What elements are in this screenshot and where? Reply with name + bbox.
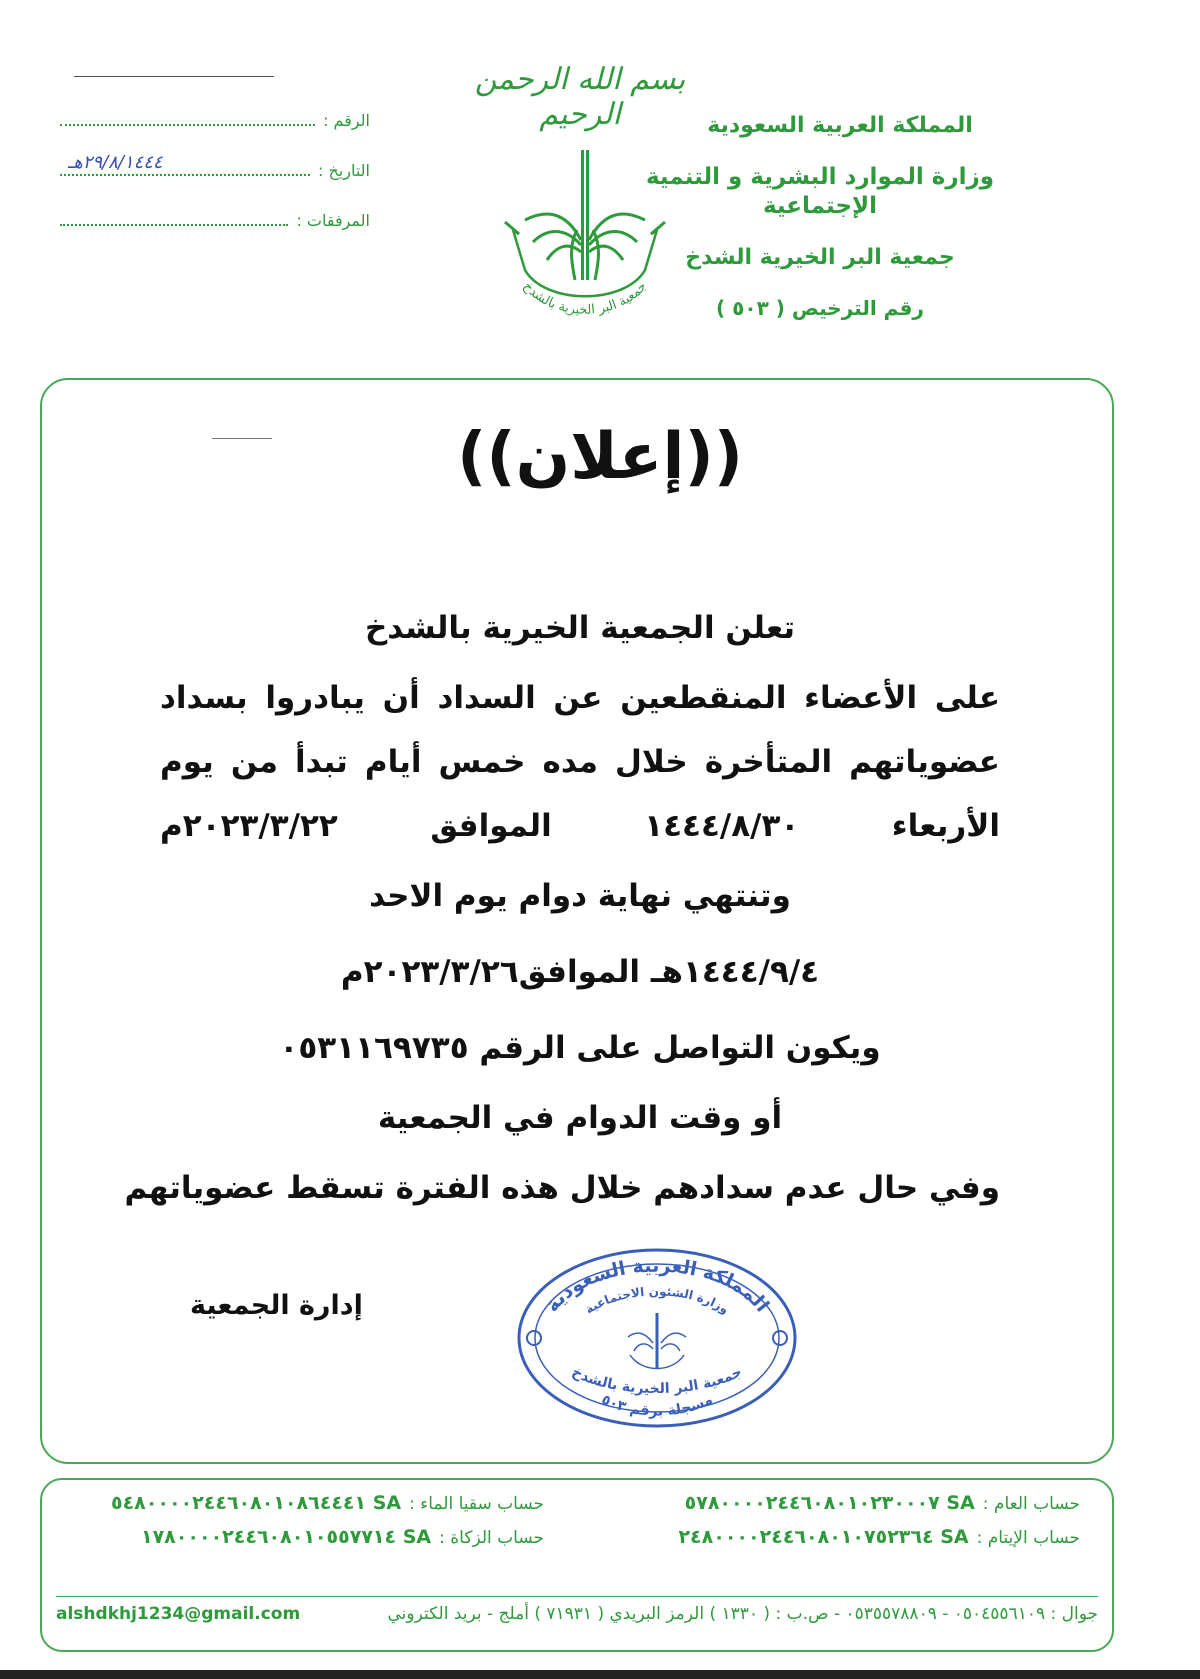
- meta-attachments-field: [60, 208, 288, 226]
- account-label: حساب الإيتام :: [976, 1528, 1080, 1548]
- meta-number-row: [60, 108, 370, 140]
- meta-date-row: [60, 152, 370, 190]
- meta-attachments-row: [60, 208, 370, 240]
- account-label: حساب سقيا الماء :: [409, 1494, 544, 1514]
- footer-divider: [56, 1596, 1098, 1597]
- announcement-line: تعلن الجمعية الخيرية بالشدخ: [364, 610, 796, 646]
- announcement-line: أو وقت الدوام في الجمعية: [377, 1100, 783, 1136]
- meta-attachments-label: المرفقات :: [296, 211, 370, 230]
- announcement-line: ١٤٤٤/٩/٤هـ الموافق٢٠٢٣/٣/٢٦م: [340, 954, 820, 990]
- official-stamp: [512, 1243, 802, 1433]
- stamp-line-1: المملكة العربية السعودية: [540, 1254, 774, 1317]
- contact-info: [56, 1604, 1098, 1624]
- contact-email[interactable]: alshdkhj1234@gmail.com: [56, 1604, 301, 1624]
- document-meta: [60, 108, 370, 258]
- announcement-body: [124, 590, 1000, 1226]
- logo-text: جمعية البر الخيرية بالشدخ: [520, 279, 650, 318]
- announcement-line: ويكون التواصل على الرقم ٠٥٣١١٦٩٧٣٥: [279, 1030, 881, 1066]
- account-zakat: [141, 1526, 544, 1548]
- account-water: [111, 1492, 544, 1514]
- signature-text: إدارة الجمعية: [190, 1290, 363, 1321]
- account-general: [685, 1492, 1080, 1514]
- announcement-line: على الأعضاء المنقطعين عن السداد أن يبادروا بسداد: [160, 680, 1000, 716]
- stamp-line-2: وزارة الشئون الاجتماعية: [582, 1284, 732, 1317]
- account-number: SA ٢٤٨٠٠٠٠٢٤٤٦٠٨٠١٠٧٥٢٣٦٤: [678, 1526, 969, 1548]
- organization-header: [600, 112, 1040, 343]
- meta-date-value: ٢٩/٨/١٤٤٤هـ: [68, 152, 163, 173]
- announcement-line: عضوياتهم المتأخرة خلال مده خمس أيام تبدأ من يوم: [160, 744, 1000, 780]
- meta-number-label: الرقم :: [323, 111, 370, 130]
- stamp-line-4: مسجلة برقم ٥٠٣: [598, 1391, 716, 1420]
- org-line-license: رقم الترخيص ( ٥٠٣ ): [716, 295, 924, 320]
- scan-edge: [0, 1670, 1200, 1679]
- scan-mark: [74, 76, 274, 77]
- account-number: SA ٥٤٨٠٠٠٠٢٤٤٦٠٨٠١٠٨٦٤٤٤١: [110, 1492, 402, 1514]
- meta-date-label: التاريخ :: [317, 161, 370, 180]
- meta-number-field: [60, 108, 315, 126]
- announcement-line: الأربعاء ١٤٤٤/٨/٣٠ الموافق ٢٠٢٣/٣/٢٢م: [160, 808, 1000, 844]
- account-label: حساب العام :: [982, 1494, 1080, 1514]
- account-label: حساب الزكاة :: [439, 1528, 544, 1548]
- org-line-ministry: وزارة الموارد البشرية و التنمية الإجتماعية: [645, 163, 995, 220]
- announcement-line: وتنتهي نهاية دوام يوم الاحد: [369, 878, 791, 914]
- stamp-line-3: جمعية البر الخيرية بالشدخ: [569, 1363, 745, 1398]
- contact-details: جوال : ٠٥٠٤٥٥٦١٠٩ - ٠٥٣٥٥٧٨٨٠٩ - ص.ب : ( ١٣٣٠ ) الرمز البريدي ( ٧١٩٣١ ) أملج - بريد الكتروني: [387, 1604, 1098, 1624]
- announcement-title: ((إعلان)): [457, 420, 743, 494]
- meta-date-field: [60, 152, 310, 176]
- basmala-calligraphy: بسم الله الرحمن الرحيم: [474, 62, 686, 132]
- account-orphans: [678, 1526, 1080, 1548]
- org-line-country: المملكة العربية السعودية: [707, 113, 973, 138]
- account-number: SA ١٧٨٠٠٠٠٢٤٤٦٠٨٠١٠٥٥٧٧١٤: [140, 1526, 432, 1548]
- account-number: SA ٥٧٨٠٠٠٠٢٤٤٦٠٨٠١٠٢٣٠٠٠٧: [684, 1492, 975, 1514]
- org-line-association: جمعية البر الخيرية الشدخ: [685, 245, 955, 271]
- announcement-line: وفي حال عدم سدادهم خلال هذه الفترة تسقط عضوياتهم: [124, 1170, 1000, 1206]
